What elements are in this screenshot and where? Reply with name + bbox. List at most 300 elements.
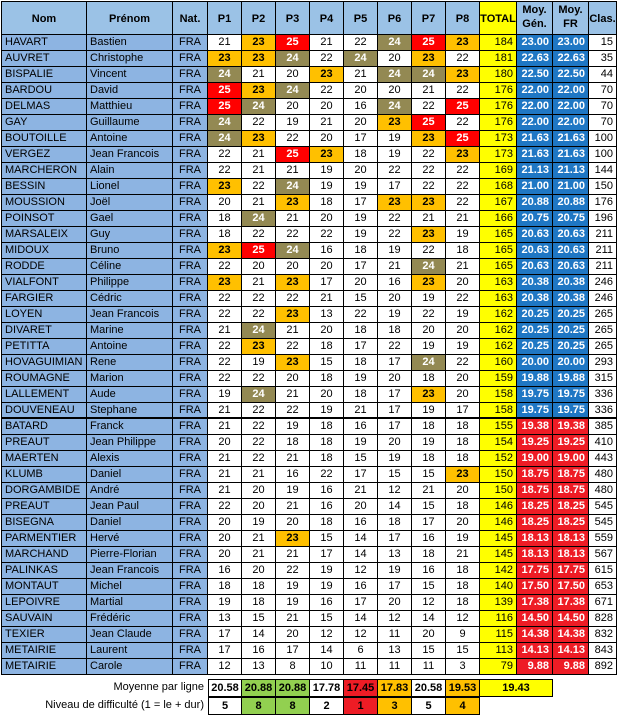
cell-p7[interactable]: 22 [412,147,446,163]
cell-p1[interactable]: 21 [208,403,242,419]
cell-p8[interactable]: 21 [446,259,480,275]
cell-clas[interactable]: 293 [589,355,617,371]
cell-moy-gen[interactable]: 19.75 [517,403,553,419]
cell-p4[interactable]: 23 [310,147,344,163]
cell-moy-fr[interactable]: 22.50 [553,67,589,83]
cell-p8[interactable]: 22 [446,179,480,195]
cell-p6[interactable]: 12 [378,611,412,627]
cell-nom[interactable]: PREAUT [1,499,87,515]
cell-p8[interactable]: 18 [446,563,480,579]
cell-p5[interactable]: 16 [344,515,378,531]
cell-moy-gen[interactable]: 20.38 [517,275,553,291]
cell-nom[interactable]: HAVART [1,35,87,51]
cell-p7[interactable]: 18 [412,419,446,435]
footer-value-p3[interactable]: 8 [276,697,310,715]
cell-p4[interactable]: 22 [310,467,344,483]
cell-p5[interactable]: 12 [344,563,378,579]
cell-nat[interactable]: FRA [173,275,208,291]
cell-clas[interactable]: 100 [589,131,617,147]
cell-p4[interactable]: 20 [310,259,344,275]
cell-p7[interactable]: 16 [412,531,446,547]
cell-moy-gen[interactable]: 17.75 [517,563,553,579]
cell-total[interactable]: 163 [480,291,517,307]
cell-p5[interactable]: 17 [344,259,378,275]
cell-nat[interactable]: FRA [173,163,208,179]
cell-p2[interactable]: 22 [242,371,276,387]
cell-p1[interactable]: 22 [208,307,242,323]
cell-p8[interactable]: 22 [446,51,480,67]
cell-moy-fr[interactable]: 19.88 [553,371,589,387]
cell-prenom[interactable]: Michel [87,579,173,595]
cell-nat[interactable]: FRA [173,131,208,147]
cell-clas[interactable]: 336 [589,403,617,419]
cell-p4[interactable]: 20 [310,211,344,227]
cell-nom[interactable]: FARGIER [1,291,87,307]
cell-nat[interactable]: FRA [173,531,208,547]
cell-p3[interactable]: 23 [276,275,310,291]
cell-p5[interactable]: 21 [344,403,378,419]
cell-p3[interactable]: 24 [276,243,310,259]
cell-p2[interactable]: 19 [242,515,276,531]
cell-p4[interactable]: 16 [310,483,344,499]
cell-moy-fr[interactable]: 22.00 [553,115,589,131]
cell-p2[interactable]: 24 [242,211,276,227]
cell-p6[interactable]: 22 [378,163,412,179]
cell-moy-fr[interactable]: 14.50 [553,611,589,627]
cell-total[interactable]: 167 [480,195,517,211]
cell-p2[interactable]: 25 [242,243,276,259]
cell-p5[interactable]: 15 [344,291,378,307]
cell-p8[interactable]: 22 [446,83,480,99]
cell-total[interactable]: 154 [480,435,517,451]
cell-p5[interactable]: 19 [344,211,378,227]
cell-nom[interactable]: MARSALEIX [1,227,87,243]
cell-p6[interactable]: 11 [378,659,412,675]
cell-p1[interactable]: 20 [208,547,242,563]
cell-p2[interactable]: 22 [242,307,276,323]
footer-value-p2[interactable]: 8 [242,697,276,715]
cell-nat[interactable]: FRA [173,595,208,611]
cell-p6[interactable]: 18 [378,515,412,531]
cell-p6[interactable]: 20 [378,595,412,611]
footer-value-p1[interactable]: 20.58 [208,679,242,697]
cell-moy-gen[interactable]: 18.25 [517,499,553,515]
cell-nom[interactable]: METAIRIE [1,659,87,675]
cell-moy-fr[interactable]: 18.75 [553,467,589,483]
cell-nat[interactable]: FRA [173,179,208,195]
cell-total[interactable]: 166 [480,211,517,227]
cell-prenom[interactable]: Jean Francois [87,563,173,579]
cell-p4[interactable]: 18 [310,419,344,435]
cell-clas[interactable]: 336 [589,387,617,403]
cell-p6[interactable]: 17 [378,579,412,595]
cell-nom[interactable]: ROUMAGNE [1,371,87,387]
cell-p7[interactable]: 18 [412,371,446,387]
cell-p3[interactable]: 19 [276,115,310,131]
cell-p2[interactable]: 23 [242,339,276,355]
cell-p4[interactable]: 10 [310,659,344,675]
cell-p6[interactable]: 14 [378,499,412,515]
cell-p7[interactable]: 23 [412,227,446,243]
cell-nom[interactable]: PALINKAS [1,563,87,579]
cell-total[interactable]: 152 [480,451,517,467]
cell-moy-fr[interactable]: 14.38 [553,627,589,643]
cell-total[interactable]: 146 [480,515,517,531]
cell-p7[interactable]: 12 [412,595,446,611]
cell-nat[interactable]: FRA [173,611,208,627]
cell-total[interactable]: 180 [480,67,517,83]
footer-value-p3[interactable]: 20.88 [276,679,310,697]
cell-prenom[interactable]: Joël [87,195,173,211]
cell-clas[interactable]: 70 [589,99,617,115]
cell-p7[interactable]: 19 [412,403,446,419]
cell-moy-gen[interactable]: 17.38 [517,595,553,611]
cell-p6[interactable]: 20 [378,291,412,307]
cell-p8[interactable]: 9 [446,627,480,643]
cell-moy-fr[interactable]: 20.63 [553,259,589,275]
cell-p1[interactable]: 12 [208,659,242,675]
cell-prenom[interactable]: Philippe [87,275,173,291]
cell-moy-gen[interactable]: 20.25 [517,307,553,323]
cell-p1[interactable]: 22 [208,499,242,515]
cell-prenom[interactable]: Guillaume [87,115,173,131]
cell-p4[interactable]: 18 [310,451,344,467]
cell-p1[interactable]: 22 [208,291,242,307]
cell-p3[interactable]: 22 [276,131,310,147]
cell-prenom[interactable]: Stephane [87,403,173,419]
cell-clas[interactable]: 70 [589,115,617,131]
cell-p7[interactable]: 23 [412,387,446,403]
cell-p7[interactable]: 24 [412,355,446,371]
cell-p4[interactable]: 19 [310,563,344,579]
cell-p3[interactable]: 21 [276,211,310,227]
cell-nat[interactable]: FRA [173,211,208,227]
cell-nat[interactable]: FRA [173,579,208,595]
cell-total[interactable]: 155 [480,419,517,435]
cell-p1[interactable]: 25 [208,83,242,99]
cell-clas[interactable]: 671 [589,595,617,611]
cell-p4[interactable]: 19 [310,163,344,179]
cell-p8[interactable]: 22 [446,355,480,371]
cell-clas[interactable]: 480 [589,483,617,499]
cell-p6[interactable]: 22 [378,339,412,355]
cell-nat[interactable]: FRA [173,659,208,675]
footer-value-p1[interactable]: 5 [208,697,242,715]
cell-moy-gen[interactable]: 21.63 [517,131,553,147]
cell-clas[interactable]: 246 [589,275,617,291]
cell-nom[interactable]: VIALFONT [1,275,87,291]
cell-p5[interactable]: 17 [344,195,378,211]
cell-clas[interactable]: 385 [589,419,617,435]
cell-nat[interactable]: FRA [173,115,208,131]
cell-p4[interactable]: 19 [310,179,344,195]
cell-nom[interactable]: AUVRET [1,51,87,67]
cell-moy-fr[interactable]: 17.75 [553,563,589,579]
cell-p3[interactable]: 8 [276,659,310,675]
cell-clas[interactable]: 567 [589,547,617,563]
cell-p3[interactable]: 16 [276,467,310,483]
cell-p6[interactable]: 24 [378,35,412,51]
cell-p5[interactable]: 19 [344,371,378,387]
cell-p8[interactable]: 19 [446,227,480,243]
cell-p3[interactable]: 24 [276,83,310,99]
cell-nom[interactable]: MOUSSION [1,195,87,211]
footer-value-p8[interactable]: 19.53 [446,679,480,697]
cell-moy-fr[interactable]: 19.38 [553,419,589,435]
cell-p7[interactable]: 15 [412,499,446,515]
cell-p3[interactable]: 22 [276,563,310,579]
cell-p3[interactable]: 22 [276,403,310,419]
cell-total[interactable]: 160 [480,355,517,371]
cell-moy-fr[interactable]: 20.63 [553,227,589,243]
cell-nom[interactable]: PARMENTIER [1,531,87,547]
cell-p3[interactable]: 20 [276,515,310,531]
cell-prenom[interactable]: Alain [87,163,173,179]
cell-nom[interactable]: PREAUT [1,435,87,451]
cell-moy-gen[interactable]: 9.88 [517,659,553,675]
cell-p5[interactable]: 20 [344,275,378,291]
cell-p1[interactable]: 25 [208,99,242,115]
cell-prenom[interactable]: Marion [87,371,173,387]
cell-p6[interactable]: 23 [378,115,412,131]
cell-p3[interactable]: 21 [276,547,310,563]
cell-p1[interactable]: 21 [208,323,242,339]
cell-p4[interactable]: 16 [310,595,344,611]
cell-p5[interactable]: 14 [344,547,378,563]
cell-prenom[interactable]: Jean Paul [87,499,173,515]
cell-total[interactable]: 168 [480,179,517,195]
cell-moy-fr[interactable]: 20.63 [553,243,589,259]
footer-value-p7[interactable]: 5 [412,697,446,715]
cell-clas[interactable]: 246 [589,291,617,307]
cell-nat[interactable]: FRA [173,67,208,83]
cell-nat[interactable]: FRA [173,515,208,531]
cell-moy-gen[interactable]: 14.13 [517,643,553,659]
cell-p5[interactable]: 17 [344,595,378,611]
header-p8[interactable]: P8 [446,1,480,35]
cell-p7[interactable]: 15 [412,467,446,483]
cell-total[interactable]: 184 [480,35,517,51]
cell-moy-gen[interactable]: 19.00 [517,451,553,467]
cell-moy-fr[interactable]: 9.88 [553,659,589,675]
cell-p4[interactable]: 19 [310,579,344,595]
cell-prenom[interactable]: Céline [87,259,173,275]
cell-p2[interactable]: 21 [242,195,276,211]
cell-p6[interactable]: 19 [378,131,412,147]
cell-p4[interactable]: 20 [310,387,344,403]
cell-p5[interactable]: 22 [344,307,378,323]
cell-p8[interactable]: 20 [446,323,480,339]
cell-moy-gen[interactable]: 20.75 [517,211,553,227]
header-p6[interactable]: P6 [378,1,412,35]
cell-prenom[interactable]: Jean Francois [87,147,173,163]
cell-nom[interactable]: BESSIN [1,179,87,195]
cell-nom[interactable]: SAUVAIN [1,611,87,627]
cell-p7[interactable]: 21 [412,83,446,99]
footer-moyenne-total[interactable]: 19.43 [480,679,553,697]
cell-moy-gen[interactable]: 23.00 [517,35,553,51]
cell-nat[interactable]: FRA [173,243,208,259]
cell-p8[interactable]: 18 [446,451,480,467]
cell-p4[interactable]: 18 [310,515,344,531]
cell-p4[interactable]: 17 [310,547,344,563]
cell-p8[interactable]: 17 [446,403,480,419]
cell-p8[interactable]: 22 [446,163,480,179]
cell-nat[interactable]: FRA [173,547,208,563]
cell-p5[interactable]: 19 [344,179,378,195]
cell-p3[interactable]: 22 [276,339,310,355]
cell-nom[interactable]: GAY [1,115,87,131]
cell-moy-gen[interactable]: 21.13 [517,163,553,179]
cell-moy-fr[interactable]: 20.88 [553,195,589,211]
cell-moy-gen[interactable]: 20.25 [517,339,553,355]
header-p5[interactable]: P5 [344,1,378,35]
cell-prenom[interactable]: Daniel [87,515,173,531]
cell-prenom[interactable]: Aude [87,387,173,403]
cell-clas[interactable]: 545 [589,499,617,515]
cell-moy-gen[interactable]: 20.63 [517,259,553,275]
cell-moy-gen[interactable]: 19.75 [517,387,553,403]
cell-nat[interactable]: FRA [173,467,208,483]
cell-p5[interactable]: 17 [344,467,378,483]
cell-nom[interactable]: HOVAGUIMIAN [1,355,87,371]
cell-moy-fr[interactable]: 18.13 [553,531,589,547]
cell-clas[interactable]: 615 [589,563,617,579]
cell-p4[interactable]: 16 [310,499,344,515]
cell-p2[interactable]: 19 [242,355,276,371]
cell-prenom[interactable]: Guy [87,227,173,243]
cell-moy-fr[interactable]: 23.00 [553,35,589,51]
cell-moy-fr[interactable]: 18.25 [553,515,589,531]
cell-p3[interactable]: 23 [276,307,310,323]
cell-prenom[interactable]: Lionel [87,179,173,195]
cell-moy-fr[interactable]: 21.13 [553,163,589,179]
cell-p5[interactable]: 14 [344,611,378,627]
cell-nom[interactable]: POINSOT [1,211,87,227]
header-nat[interactable]: Nat. [173,1,208,35]
cell-nom[interactable]: MONTAUT [1,579,87,595]
cell-nom[interactable]: LALLEMENT [1,387,87,403]
cell-clas[interactable]: 843 [589,643,617,659]
cell-p5[interactable]: 21 [344,67,378,83]
cell-p6[interactable]: 11 [378,627,412,643]
cell-p5[interactable]: 19 [344,227,378,243]
cell-moy-gen[interactable]: 18.25 [517,515,553,531]
cell-p3[interactable]: 22 [276,291,310,307]
cell-nat[interactable]: FRA [173,339,208,355]
cell-nom[interactable]: METAIRIE [1,643,87,659]
cell-p6[interactable]: 17 [378,355,412,371]
cell-p4[interactable]: 12 [310,627,344,643]
cell-clas[interactable]: 832 [589,627,617,643]
cell-clas[interactable]: 265 [589,339,617,355]
cell-p5[interactable]: 14 [344,531,378,547]
cell-total[interactable]: 173 [480,131,517,147]
cell-nom[interactable]: BOUTOILLE [1,131,87,147]
cell-p8[interactable]: 22 [446,195,480,211]
cell-moy-gen[interactable]: 21.00 [517,179,553,195]
cell-clas[interactable]: 211 [589,227,617,243]
cell-p6[interactable]: 20 [378,371,412,387]
cell-nat[interactable]: FRA [173,387,208,403]
header-p7[interactable]: P7 [412,1,446,35]
cell-p1[interactable]: 18 [208,227,242,243]
cell-p4[interactable]: 22 [310,51,344,67]
cell-total[interactable]: 162 [480,307,517,323]
cell-nom[interactable]: KLUMB [1,467,87,483]
cell-p8[interactable]: 18 [446,595,480,611]
cell-p5[interactable]: 16 [344,579,378,595]
cell-p3[interactable]: 19 [276,483,310,499]
cell-p4[interactable]: 20 [310,323,344,339]
cell-p6[interactable]: 24 [378,99,412,115]
cell-p3[interactable]: 21 [276,323,310,339]
cell-total[interactable]: 145 [480,547,517,563]
cell-prenom[interactable]: André [87,483,173,499]
cell-prenom[interactable]: Carole [87,659,173,675]
cell-prenom[interactable]: Laurent [87,643,173,659]
cell-nat[interactable]: FRA [173,195,208,211]
cell-nom[interactable]: DELMAS [1,99,87,115]
cell-p6[interactable]: 15 [378,467,412,483]
cell-p1[interactable]: 20 [208,195,242,211]
cell-nom[interactable]: LOYEN [1,307,87,323]
cell-total[interactable]: 173 [480,147,517,163]
cell-p4[interactable]: 13 [310,307,344,323]
cell-prenom[interactable]: Rene [87,355,173,371]
cell-moy-fr[interactable]: 21.00 [553,179,589,195]
cell-prenom[interactable]: Hervé [87,531,173,547]
cell-nom[interactable]: MIDOUX [1,243,87,259]
cell-moy-fr[interactable]: 18.13 [553,547,589,563]
cell-p4[interactable]: 18 [310,339,344,355]
cell-moy-fr[interactable]: 22.63 [553,51,589,67]
cell-moy-fr[interactable]: 14.13 [553,643,589,659]
cell-p7[interactable]: 23 [412,131,446,147]
cell-p2[interactable]: 22 [242,227,276,243]
cell-p4[interactable]: 18 [310,371,344,387]
cell-p2[interactable]: 18 [242,579,276,595]
cell-total[interactable]: 145 [480,531,517,547]
cell-p1[interactable]: 22 [208,371,242,387]
cell-p5[interactable]: 16 [344,419,378,435]
cell-p7[interactable]: 22 [412,99,446,115]
cell-moy-gen[interactable]: 22.50 [517,67,553,83]
cell-p1[interactable]: 22 [208,147,242,163]
cell-clas[interactable]: 892 [589,659,617,675]
cell-nat[interactable]: FRA [173,51,208,67]
cell-p8[interactable]: 25 [446,131,480,147]
cell-total[interactable]: 79 [480,659,517,675]
cell-p7[interactable]: 22 [412,179,446,195]
cell-p7[interactable]: 14 [412,611,446,627]
cell-moy-fr[interactable]: 20.38 [553,291,589,307]
cell-p6[interactable]: 17 [378,179,412,195]
cell-p3[interactable]: 20 [276,259,310,275]
cell-p3[interactable]: 20 [276,627,310,643]
cell-p3[interactable]: 22 [276,227,310,243]
cell-p5[interactable]: 12 [344,627,378,643]
footer-value-p7[interactable]: 20.58 [412,679,446,697]
cell-p7[interactable]: 21 [412,211,446,227]
cell-prenom[interactable]: Vincent [87,67,173,83]
cell-p2[interactable]: 22 [242,451,276,467]
cell-p7[interactable]: 21 [412,483,446,499]
cell-p5[interactable]: 6 [344,643,378,659]
cell-nat[interactable]: FRA [173,371,208,387]
cell-p2[interactable]: 13 [242,659,276,675]
cell-clas[interactable]: 70 [589,83,617,99]
